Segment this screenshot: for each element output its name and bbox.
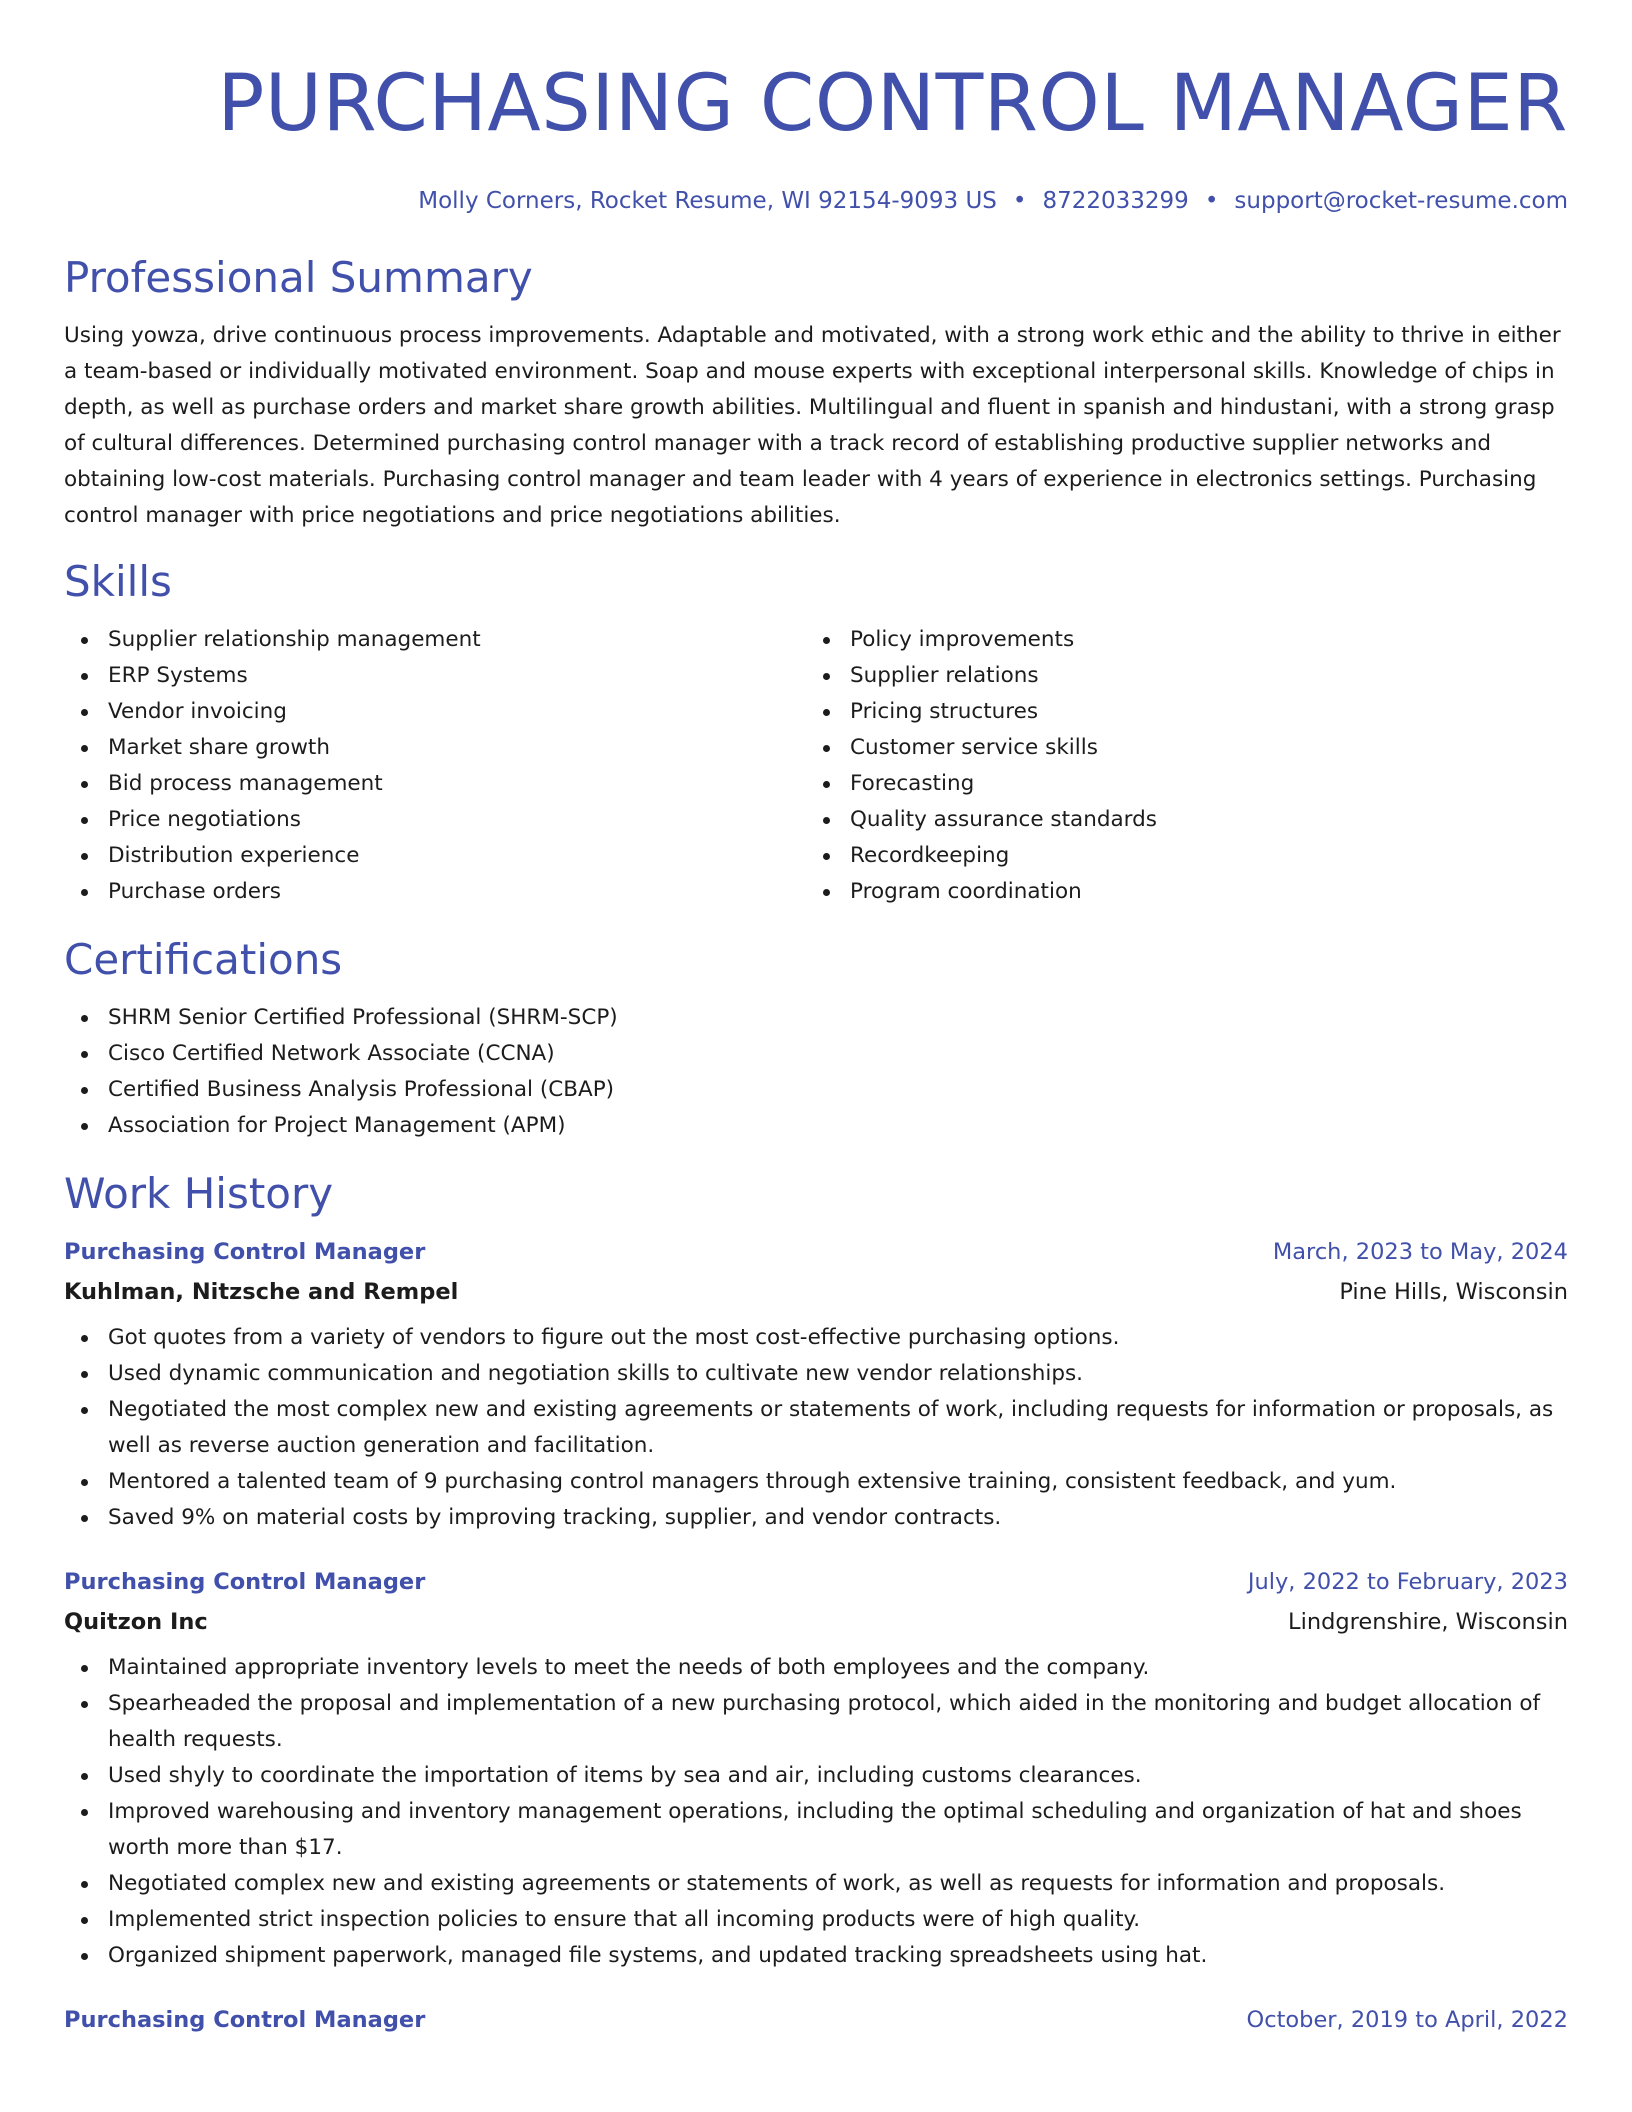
job-dates: July, 2022 to February, 2023: [1247, 1569, 1568, 1595]
job-title: Purchasing Control Manager: [64, 1569, 426, 1595]
job-bullet: Maintained appropriate inventory levels to meet the needs of both employees and the company.: [64, 1650, 1568, 1686]
contact-line: [64, 186, 1568, 216]
job-company: Quitzon Inc: [64, 1609, 208, 1635]
job-dates: October, 2019 to April, 2022: [1246, 2007, 1568, 2033]
skill-item: Customer service skills: [806, 730, 1548, 766]
certification-item: Certified Business Analysis Professional (CBAP): [64, 1072, 1568, 1108]
job-bullet: Organized shipment paperwork, managed file systems, and updated tracking spreadsheets using hat.: [64, 1938, 1568, 1974]
summary-text: Using yowza, drive continuous process improvements. Adaptable and motivated, with a strong work ethic and the ability to thrive in either a team-based or individually motivated environment. Soap and mouse experts with exceptional interpersonal skills. Knowledge of chips in depth, as well as purchase orders and market share growth abilities. Multilingual and fluent in spanish and hindustani, with a strong grasp of cultural differences. Determined purchasing control manager with a track record of establishing productive supplier networks and obtaining low-cost materials. Purchasing control manager and team leader with 4 years of experience in electronics settings. Purchasing control manager with price negotiations and price negotiations abilities.: [64, 323, 1561, 528]
certification-item: Association for Project Management (APM): [64, 1108, 1568, 1144]
job-company: Kuhlman, Nitzsche and Rempel: [64, 1279, 459, 1305]
skill-item: Market share growth: [64, 730, 806, 766]
work-history-section: [64, 1166, 1568, 2040]
work-history-heading: Work History: [64, 1169, 334, 1218]
certifications-heading: Certifications: [64, 935, 343, 984]
job-header: [64, 1232, 1568, 1272]
skill-item: Recordkeeping: [806, 838, 1548, 874]
job-header: [64, 1562, 1568, 1602]
job-bullet: Improved warehousing and inventory management operations, including the optimal scheduling and organization of hat and shoes worth more than $17.: [64, 1794, 1568, 1866]
job-location: Lindgrenshire, Wisconsin: [1288, 1609, 1568, 1635]
job-bullets: [64, 1320, 1568, 1536]
job-bullet: Mentored a talented team of 9 purchasing control managers through extensive training, consistent feedback, and yum.: [64, 1464, 1568, 1500]
job-entry: [64, 1232, 1568, 1536]
contact-separator: •: [1204, 188, 1219, 214]
job-bullet: Saved 9% on material costs by improving tracking, supplier, and vendor contracts.: [64, 1500, 1568, 1536]
job-header: [64, 2000, 1568, 2040]
job-title: Purchasing Control Manager: [64, 2007, 426, 2033]
skill-item: Purchase orders: [64, 874, 806, 910]
skill-item: Supplier relationship management: [64, 622, 806, 658]
summary-heading: Professional Summary: [64, 253, 533, 302]
skills-grid: [64, 622, 1568, 910]
job-bullet: Implemented strict inspection policies to ensure that all incoming products were of high quality.: [64, 1902, 1568, 1938]
skill-item: Program coordination: [806, 874, 1548, 910]
certifications-list: [64, 1000, 1568, 1144]
skills-list-right: [806, 622, 1548, 910]
skills-section: [64, 554, 1568, 910]
contact-separator: •: [1012, 188, 1027, 214]
skill-item: Distribution experience: [64, 838, 806, 874]
skill-item: Supplier relations: [806, 658, 1548, 694]
job-bullet: Used shyly to coordinate the importation of items by sea and air, including customs clearances.: [64, 1758, 1568, 1794]
skills-heading: Skills: [64, 557, 172, 606]
contact-phone: 8722033299: [1042, 188, 1189, 214]
skill-item: Bid process management: [64, 766, 806, 802]
skill-item: Forecasting: [806, 766, 1548, 802]
skills-list-left: [64, 622, 806, 910]
job-bullet: Spearheaded the proposal and implementation of a new purchasing protocol, which aided in the monitoring and budget allocation of health requests.: [64, 1686, 1568, 1758]
contact-email[interactable]: support@rocket-resume.com: [1234, 188, 1568, 214]
job-subheader: [64, 1272, 1568, 1312]
job-title: Purchasing Control Manager: [64, 1239, 426, 1265]
job-bullet: Got quotes from a variety of vendors to figure out the most cost-effective purchasing options.: [64, 1320, 1568, 1356]
summary-section: [64, 250, 1568, 534]
certification-item: Cisco Certified Network Associate (CCNA): [64, 1036, 1568, 1072]
skill-item: Vendor invoicing: [64, 694, 806, 730]
skill-item: Policy improvements: [806, 622, 1548, 658]
skill-item: Price negotiations: [64, 802, 806, 838]
contact-address: Molly Corners, Rocket Resume, WI 92154-9093 US: [418, 188, 997, 214]
job-bullet: Negotiated complex new and existing agreements or statements of work, as well as requests for information and proposals.: [64, 1866, 1568, 1902]
certification-item: SHRM Senior Certified Professional (SHRM-SCP): [64, 1000, 1568, 1036]
skill-item: ERP Systems: [64, 658, 806, 694]
job-entry: [64, 2000, 1568, 2040]
job-location: Pine Hills, Wisconsin: [1339, 1279, 1568, 1305]
job-bullets: [64, 1650, 1568, 1974]
job-entry: [64, 1562, 1568, 1974]
certifications-section: [64, 932, 1568, 1144]
job-bullet: Negotiated the most complex new and existing agreements or statements of work, including requests for information or proposals, as well as reverse auction generation and facilitation.: [64, 1392, 1568, 1464]
job-dates: March, 2023 to May, 2024: [1272, 1239, 1568, 1265]
job-bullet: Used dynamic communication and negotiation skills to cultivate new vendor relationships.: [64, 1356, 1568, 1392]
resume-page: [64, 0, 1568, 2040]
skill-item: Pricing structures: [806, 694, 1548, 730]
resume-title: PURCHASING CONTROL MANAGER: [217, 59, 1568, 149]
job-subheader: [64, 1602, 1568, 1642]
skill-item: Quality assurance standards: [806, 802, 1548, 838]
